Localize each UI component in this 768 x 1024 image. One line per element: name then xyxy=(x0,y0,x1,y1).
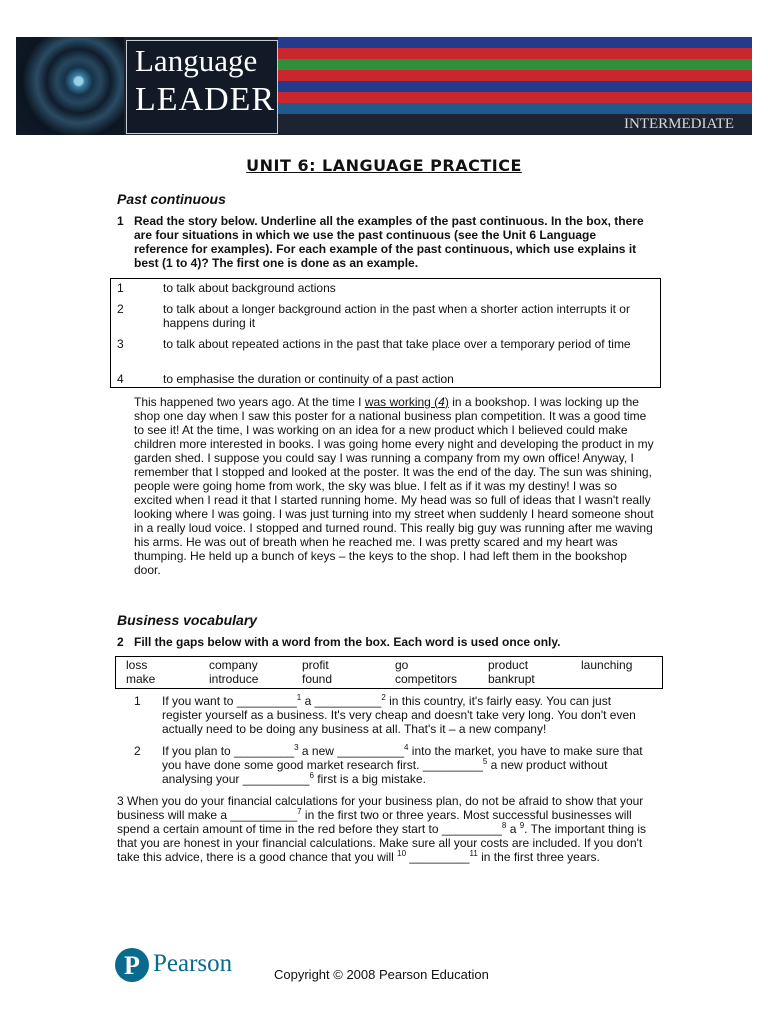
pearson-mark: P xyxy=(124,951,140,980)
vocab-word: found xyxy=(302,672,333,686)
color-stripe xyxy=(278,103,752,114)
example-phrase: was working ( xyxy=(364,395,439,409)
color-stripe xyxy=(278,81,752,92)
gap-number: 5 xyxy=(482,757,488,766)
use-row xyxy=(117,281,654,295)
use-row xyxy=(117,337,654,351)
instruction-number: 2 xyxy=(117,635,124,649)
gap-question-1 xyxy=(134,694,644,736)
vocab-word: product xyxy=(488,658,529,672)
p3-part-a: 3 When you do your financial calculations for your business plan, do not be afraid to show that your business will make a __________ xyxy=(117,794,644,822)
gap-number: 9 xyxy=(519,821,525,830)
copyright-notice: Copyright © 2008 Pearson Education xyxy=(274,967,489,982)
vocab-word: competitors xyxy=(395,672,458,686)
use-row xyxy=(117,302,654,330)
q2-part-c: into the market, you have to make sure that you have done some good market research first. _________ xyxy=(162,744,643,772)
q1-part-c: in this country, it's fairly easy. You can just register yourself as a business. It's very cheap and doesn't take very long. You don't even actually need to be doing any business at all. That's it – a new company! xyxy=(162,694,636,736)
vocabulary-box xyxy=(115,656,663,689)
uses-box xyxy=(110,278,661,388)
color-stripe xyxy=(278,70,752,81)
story-text xyxy=(134,395,654,577)
gap-number: 6 xyxy=(309,771,314,780)
color-stripe xyxy=(278,92,752,103)
question-number: 1 xyxy=(134,694,141,708)
section-heading-past-continuous: Past continuous xyxy=(117,191,226,207)
gap-number: 10 xyxy=(397,849,407,858)
vocab-word: make xyxy=(126,672,156,686)
question-text xyxy=(162,744,644,786)
p3-part-b: in the first two or three years. Most successful businesses will spend a certain amount of time in the red before they start to _________ xyxy=(117,808,632,836)
color-stripes xyxy=(278,37,752,113)
gap-question-2 xyxy=(134,744,644,786)
question-text xyxy=(162,694,644,736)
story-intro: This happened two years ago. At the time I xyxy=(134,395,365,409)
instruction-2 xyxy=(117,635,653,649)
q1-part-a: If you want to _________ xyxy=(162,694,297,708)
q1-part-b: a __________ xyxy=(301,694,382,708)
use-number: 4 xyxy=(117,372,124,386)
p3-part-c: a xyxy=(506,822,520,836)
vocab-word: loss xyxy=(126,658,148,672)
pearson-logo-icon xyxy=(115,948,149,982)
q2-part-d: a new product without analysing your __________ xyxy=(162,758,608,786)
underlined-example xyxy=(365,395,449,409)
q2-part-b: a new __________ xyxy=(298,744,405,758)
use-text: to talk about repeated actions in the past that take place over a temporary period of time xyxy=(163,337,631,351)
vocab-word: bankrupt xyxy=(488,672,535,686)
vocab-word: introduce xyxy=(209,672,259,686)
q2-part-e: first is a big mistake. xyxy=(313,772,426,786)
color-stripe xyxy=(278,48,752,59)
use-text: to talk about background actions xyxy=(163,281,336,295)
gap-number: 1 xyxy=(296,693,302,702)
instruction-1 xyxy=(117,214,653,270)
gap-number: 8 xyxy=(501,821,507,830)
story-body: in a bookshop. I was locking up the shop one day when I saw this poster for a national business plan competition. It was a good time to see it! At the time, I was working on an idea for a new product which I believed could make children more interested in books. I was going home every night and developing the product in my garden shed. I suppose you could say I was running a company from my own office! Anyway, I remember that I stopped and looked at the poster. It was the end of the day. The sun was shining, people were going home from work, the sky was blue. I felt as if it was my destiny! I was so excited when I read it that I started running home. My head was so full of ideas that I wasn't really looking where I was going. I was just turning into my street when suddenly I heard someone shout in a really loud voice. I stopped and turned round. This really big guy was running after me waving his arms. He was out of breath when he reached me. I was pretty scared and my heart was thumping. He held up a bunch of keys – the keys to the shop. I had left them in the bookshop door. xyxy=(134,395,654,577)
p3-part-e: _________ xyxy=(406,850,470,864)
q2-part-a: If you plan to _________ xyxy=(162,744,295,758)
page-title: UNIT 6: LANGUAGE PRACTICE xyxy=(246,156,522,175)
gap-number: 7 xyxy=(297,807,302,816)
instruction-number: 1 xyxy=(117,214,124,228)
vocab-word: profit xyxy=(302,658,329,672)
pearson-wordmark: Pearson xyxy=(153,950,233,977)
gap-number: 3 xyxy=(294,743,299,752)
instruction-text: Fill the gaps below with a word from the box. Each word is used once only. xyxy=(134,635,561,649)
gap-paragraph-3 xyxy=(117,794,647,864)
example-use-number: 4 xyxy=(438,395,445,409)
level-label: INTERMEDIATE xyxy=(624,116,734,132)
logo-line-2: LEADER xyxy=(135,81,276,118)
instruction-text: Read the story below. Underline all the examples of the past continuous. In the box, there are four situations in which we use the past continuous (see the Unit 6 Language reference for examples). For each example of the past continuous, which use explains it best (1 to 4)? The first one is done as an example. xyxy=(134,214,644,270)
vocab-word: go xyxy=(395,658,409,672)
question-number: 2 xyxy=(134,744,141,758)
use-number: 2 xyxy=(117,302,124,316)
use-text: to emphasise the duration or continuity of a past action xyxy=(163,372,454,386)
color-stripe xyxy=(278,37,752,48)
use-number: 1 xyxy=(117,281,124,295)
color-stripe xyxy=(278,59,752,70)
gap-number: 11 xyxy=(469,849,478,858)
section-heading-business-vocabulary: Business vocabulary xyxy=(117,612,258,628)
vocab-word: company xyxy=(209,658,258,672)
spiral-staircase-image xyxy=(16,37,124,135)
gap-number: 4 xyxy=(404,743,409,752)
p3-part-d: . The important thing is that you are honest in your financial calculations. Make sure all your costs are included. If you don't take this advice, there is a good chance that you will xyxy=(117,822,647,864)
p3-part-f: in the first three years. xyxy=(477,850,600,864)
logo-line-1: Language xyxy=(135,43,258,78)
example-close: ) xyxy=(444,395,449,409)
vocab-word: launching xyxy=(581,658,633,672)
use-number: 3 xyxy=(117,337,124,351)
use-row xyxy=(117,372,654,386)
use-text: to talk about a longer background action in the past when a shorter action interrupts it or happens during it xyxy=(163,302,630,330)
gap-number: 2 xyxy=(381,693,386,702)
header-banner xyxy=(16,37,752,135)
language-leader-logo xyxy=(126,40,278,134)
